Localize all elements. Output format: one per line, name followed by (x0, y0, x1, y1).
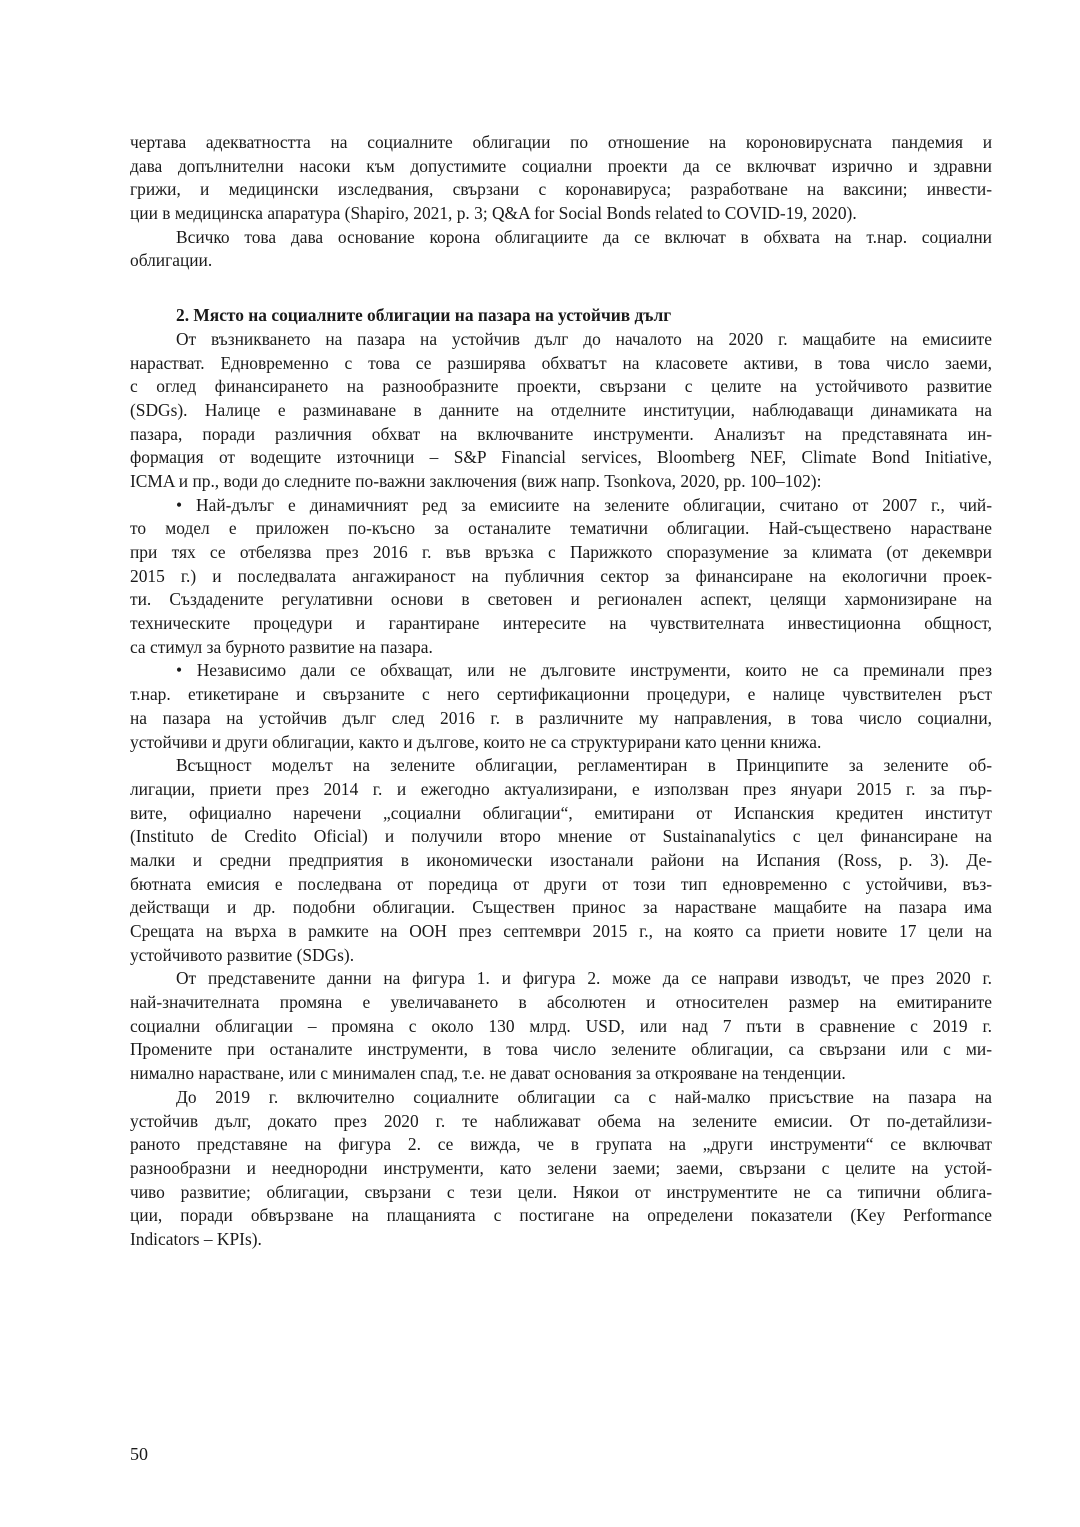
text-line: (Instituto de Credito Oficial) и получили второ мнение от Sustainanalytics с цел финансиране на (130, 826, 992, 847)
text-line: техническите процедури и гарантиране интересите на чувствителната инвестиционна общност, (130, 613, 992, 634)
text-line: дава допълнителни насоки към допустимите социални проекти да се включват изрично и здравни (130, 155, 992, 176)
text-line: най-значителната промяна е увеличаването в абсолютен и относителен размер на емитираните (130, 992, 992, 1013)
text-line: са стимул за бурното развитие на пазара. (130, 636, 433, 657)
paragraph-until-2019 (130, 1086, 992, 1252)
text-line: бютната емисия е последвана от поредица от други от този тип едновременно с устойчиви, въз- (130, 873, 992, 894)
text-line: ции в медицинска апаратура (Shapiro, 2021, p. 3; Q&A for Social Bonds related to COVID-19, 2020). (130, 203, 857, 224)
text-line: ICMA и пр., води до следните по-важни заключения (виж напр. Tsonkova, 2020, pp. 100–102): (130, 470, 822, 491)
text-line: Промените при останалите инструменти, в това число зелените облигации, са свързани или с ми- (130, 1039, 992, 1060)
text-line: чертава адекватността на социалните облигации по отношение на короновирусната пандемия и (130, 132, 992, 152)
text-line: От представените данни на фигура 1. и фигура 2. може да се направи изводът, че през 2020 г. (176, 968, 992, 989)
section-heading: 2. Място на социалните облигации на пазара на устойчив дълг (176, 305, 672, 326)
text-line: • Независимо дали се обхващат, или не дълговите инструменти, които не са преминали през (176, 660, 992, 681)
text-line: устойчив дълг, докато през 2020 г. те наближават обема на зелените емисии. От по-детайлизи- (130, 1110, 992, 1131)
paragraph-market (130, 328, 992, 494)
text-line: т.нар. етикетиране и свързаните с него сертификационни процедури, е налице чувствителен ръст (130, 684, 992, 705)
paragraph-green-model (130, 754, 992, 967)
text-line: действащи и др. подобни облигации. Съществен принос за нарастване мащабите на пазара има (130, 897, 992, 918)
text-line: (SDGs). Налице е разминаване в данните на отделните институции, наблюдаващи динамиката на (130, 399, 992, 420)
text-line: облигации. (130, 250, 213, 271)
text-line: ти. Създадените регулативни основи в световен и регионален аспект, целящи хармонизиране на (130, 589, 992, 610)
text-line: с оглед финансирането на разнообразните проекти, свързани с целите на устойчивото развитие (130, 376, 992, 397)
text-line: формация от водещите източници – S&P Financial services, Bloomberg NEF, Climate Bond Initiative, (130, 447, 992, 468)
text-line: Всъщност моделът на зелените облигации, регламентиран в Принципите за зелените об- (176, 755, 992, 776)
text-line: От възникването на пазара на устойчив дълг до началото на 2020 г. мащабите на емисиите (176, 328, 992, 349)
text-line: 2015 г.) и последвалата ангажираност на публичния сектор за финансиране на екологични проек- (130, 565, 992, 586)
text-line: при тях се отбелязва през 2016 г. във връзка с Парижкото споразумение за климата (от декември (130, 542, 992, 562)
document-body (130, 131, 992, 1252)
text-line: на пазара на устойчив дълг след 2016 г. в различните му направления, в това число социални, (130, 707, 992, 728)
text-line: социални облигации – промяна с около 130 млрд. USD, или над 7 пъти в сравнение с 2019 г. (130, 1015, 992, 1036)
text-line: раното представяне на фигура 2. се вижда, че в групата на „други инструменти“ се включват (130, 1134, 992, 1155)
text-line: лигации, приети през 2014 г. и ежегодно актуализирани, е използван през януари 2015 г. за пър- (130, 778, 992, 799)
paragraph-figures (130, 967, 992, 1085)
text-line: разнообразни и нееднородни инструменти, като зелени заеми; заеми, свързани с целите на устой- (130, 1157, 992, 1178)
text-line: устойчиви и други облигации, както и дългове, които не са структурирани като ценни книжа. (130, 731, 822, 752)
paragraph-intro (130, 131, 992, 226)
text-line: вите, официално наречени „социални облигации“, емитирани от Испанския кредитен институт (130, 802, 992, 823)
page-number: 50 (130, 1444, 148, 1464)
text-line: Всичко това дава основание корона облигациите да се включат в обхвата на т.нар. социални (176, 226, 992, 247)
text-line: устойчивото развитие (SDGs). (130, 944, 355, 965)
bullet-green-bonds (130, 494, 992, 660)
text-line: то модел е приложен по-късно за останалите тематични облигации. Най-съществено нарастване (130, 518, 992, 539)
text-line: Indicators – KPIs). (130, 1228, 262, 1249)
bullet-market-growth (130, 659, 992, 754)
text-line: грижи, и медицински изследвания, свързани с коронавируса; разработване на ваксини; инвести- (130, 179, 992, 200)
text-line: До 2019 г. включително социалните облигации са с най-малко присъствие на пазара на (176, 1086, 992, 1107)
text-line: чиво развитие; облигации, свързани с тези цели. Някои от инструментите не са типични облига- (130, 1181, 992, 1202)
text-line: • Най-дълъг е динамичният ред за емисиите на зелените облигации, считано от 2007 г., чий- (176, 494, 992, 515)
text-line: нимално нарастване, или с минимален спад, т.е. не дават основания за открояване на тенденции. (130, 1063, 846, 1084)
paragraph-corona (130, 226, 992, 273)
text-line: пазара, поради различния обхват на включваните инструменти. Анализът на представяната ин- (130, 423, 992, 444)
text-line: ции, поради обвързване на плащанията с постигане на определени показатели (Key Performance (130, 1205, 992, 1226)
text-line: нарастват. Едновременно с това се разширява обхватът на класовете активи, в това число заеми, (130, 352, 992, 373)
text-line: Срещата на върха в рамките на ООН през септември 2015 г., на която са приети новите 17 цели на (130, 921, 992, 941)
text-line: малки и средни предприятия в икономически изостанали райони на Испания (Ross, p. 3). Де- (130, 849, 992, 870)
